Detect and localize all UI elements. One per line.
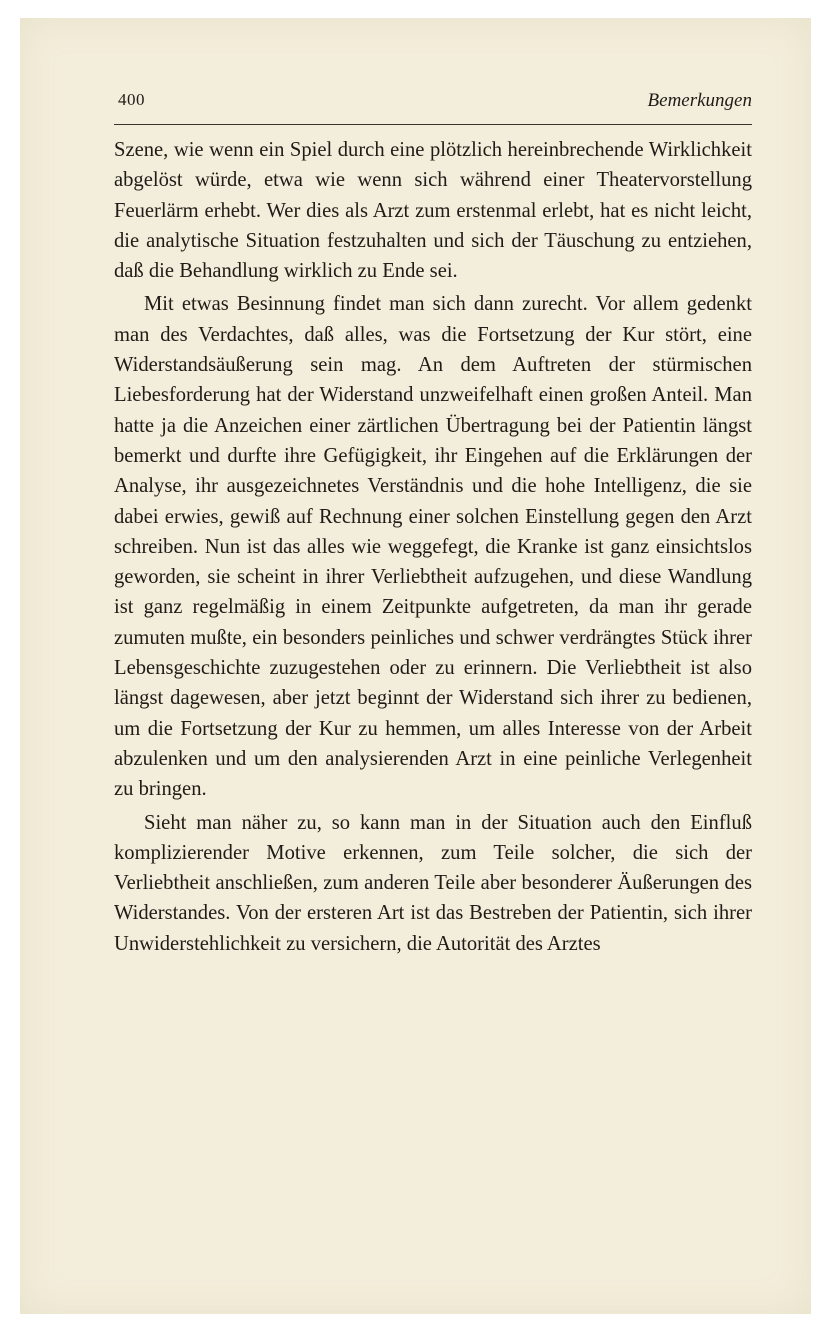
running-title: Bemerkungen [647,90,752,111]
page-header [114,90,752,118]
paragraph-2: Mit etwas Besinnung findet man sich dann zurecht. Vor allem gedenkt man des Verdachtes, daß alles, was die Fortsetzung der Kur stört, eine Widerstandsäußerung sein mag. An dem Auftreten der stürmischen Liebesforderung hat der Widerstand unzweifelhaft einen großen Anteil. Man hatte ja die Anzeichen einer zärtlichen Übertragung bei der Patientin längst bemerkt und durfte ihre Gefügigkeit, ihr Eingehen auf die Erklärungen der Analyse, ihr ausgezeichnetes Verständnis und die hohe Intelligenz, die sie dabei erwies, gewiß auf Rechnung einer solchen Einstellung gegen den Arzt schreiben. Nun ist das alles wie weggefegt, die Kranke ist ganz einsichtslos geworden, sie scheint in ihrer Verliebtheit aufzugehen, und diese Wandlung ist ganz regelmäßig in einem Zeitpunkte aufgetreten, da man ihr gerade zumuten mußte, ein besonders peinliches und schwer verdrängtes Stück ihrer Lebensgeschichte zuzugestehen oder zu erinnern. Die Verliebtheit ist also längst dagewesen, aber jetzt beginnt der Widerstand sich ihrer zu bedienen, um die Fortsetzung der Kur zu hemmen, um alles Interesse von der Arbeit abzulenken und um den analysierenden Arzt in eine peinliche Verlegenheit zu bringen. [114,293,752,801]
header-rule [114,124,752,125]
page-number: 400 [118,90,145,109]
paragraph-3: Sieht man näher zu, so kann man in der Situation auch den Einfluß komplizierender Motive erkennen, zum Teile solcher, die sich der Verliebtheit anschließen, zum anderen Teile aber besonderer Äußerungen des Widerstandes. Von der ersteren Art ist das Bestreben der Patientin, sich ihrer Unwiderstehlichkeit zu versichern, die Autorität des Arztes [114,811,752,955]
body-text [114,135,752,959]
paragraph-1: Szene, wie wenn ein Spiel durch eine plötzlich hereinbrechende Wirklichkeit abgelöst würde, etwa wie wenn sich während einer Theatervorstellung Feuerlärm erhebt. Wer dies als Arzt zum erstenmal erlebt, hat es nicht leicht, die analytische Situation festzuhalten und sich der Täuschung zu entziehen, daß die Behandlung wirklich zu Ende sei. [114,139,752,283]
book-page [114,90,752,959]
